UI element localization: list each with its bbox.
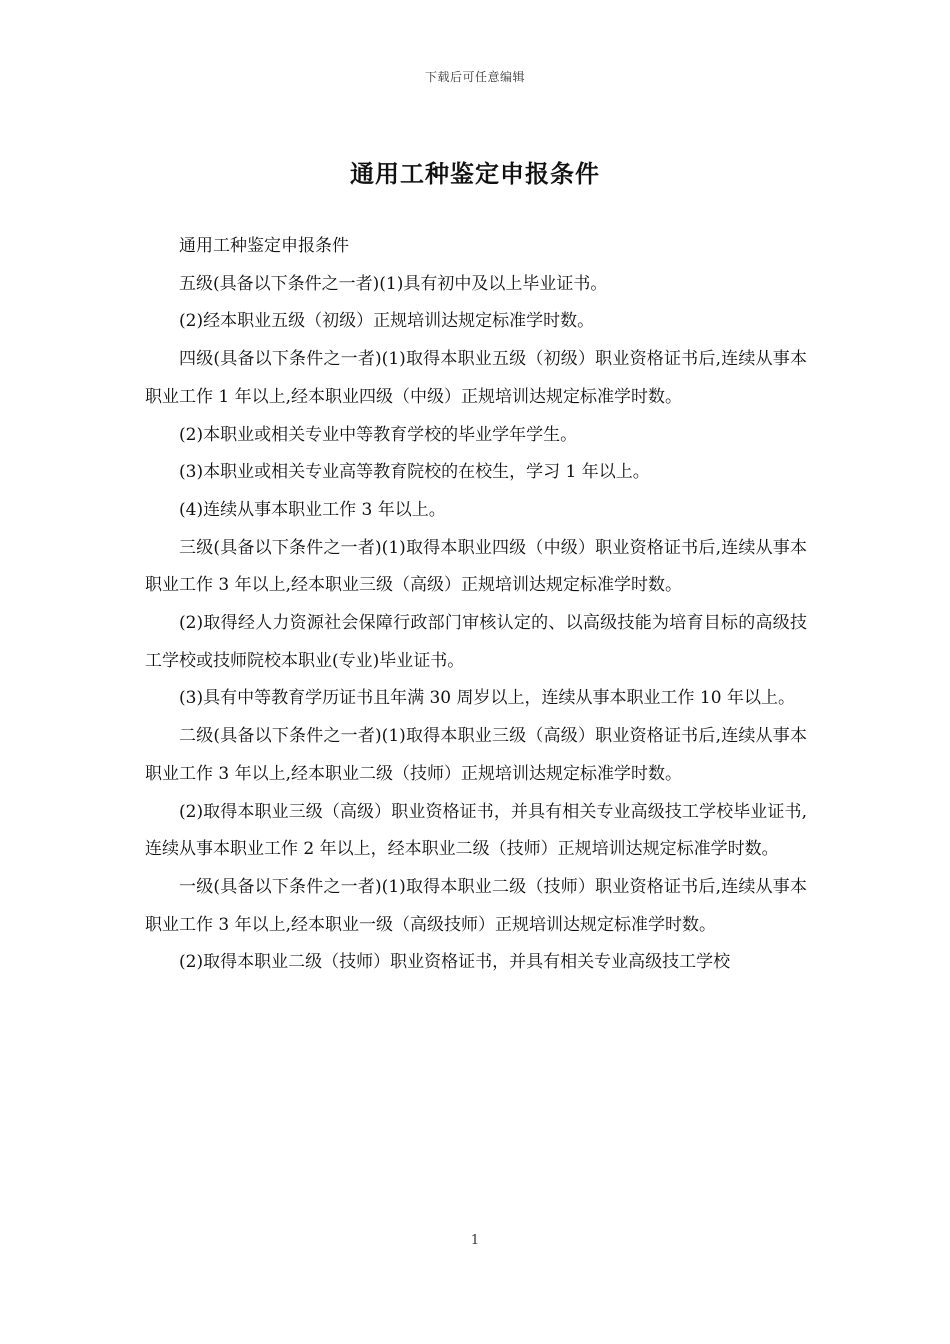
paragraph-subtitle: 通用工种鉴定申报条件 — [179, 236, 349, 256]
paragraph-level2-item1: 二级(具备以下条件之一者)(1)取得本职业三级（高级）职业资格证书后,连续从事本职业工作 3 年以上,经本职业二级（技师）正规培训达规定标准学时数。 — [145, 726, 807, 784]
paragraph-level4-item4: (4)连续从事本职业工作 3 年以上。 — [179, 499, 446, 520]
document-body — [145, 228, 807, 982]
paragraph-level4-item2: (2)本职业或相关专业中等教育学校的毕业学年学生。 — [179, 424, 578, 445]
paragraph-level1-item1: 一级(具备以下条件之一者)(1)取得本职业二级（技师）职业资格证书后,连续从事本职业工作 3 年以上,经本职业一级（高级技师）正规培训达规定标准学时数。 — [145, 876, 807, 935]
page-number: 1 — [470, 1233, 480, 1248]
paragraph-level5-item2: (2)经本职业五级（初级）正规培训达规定标准学时数。 — [179, 311, 595, 332]
paragraph-level5-item1: 五级(具备以下条件之一者)(1)具有初中及以上毕业证书。 — [179, 273, 608, 294]
paragraph-level4-item1: 四级(具备以下条件之一者)(1)取得本职业五级（初级）职业资格证书后,连续从事本职业工作 1 年以上,经本职业四级（中级）正规培训达规定标准学时数。 — [145, 349, 807, 407]
header-note: 下载后可任意编辑 — [424, 70, 525, 84]
paragraph-level1-item2: (2)取得本职业二级（技师）职业资格证书，并具有相关专业高级技工学校 — [179, 952, 731, 973]
paragraph-level3-item3: (3)具有中等教育学历证书且年满 30 周岁以上，连续从事本职业工作 10 年以上。 — [179, 688, 795, 709]
document-title: 通用工种鉴定申报条件 — [350, 159, 600, 188]
paragraph-level2-item2: (2)取得本职业三级（高级）职业资格证书，并具有相关专业高级技工学校毕业证书,连续从事本职业工作 2 年以上，经本职业二级（技师）正规培训达规定标准学时数。 — [145, 801, 807, 860]
paragraph-level3-item1: 三级(具备以下条件之一者)(1)取得本职业四级（中级）职业资格证书后,连续从事本职业工作 3 年以上,经本职业三级（高级）正规培训达规定标准学时数。 — [145, 537, 807, 596]
paragraph-level3-item2: (2)取得经人力资源社会保障行政部门审核认定的、以高级技能为培育目标的高级技工学校或技师院校本职业(专业)毕业证书。 — [145, 613, 807, 671]
paragraph-level4-item3: (3)本职业或相关专业高等教育院校的在校生，学习 1 年以上。 — [179, 462, 650, 483]
